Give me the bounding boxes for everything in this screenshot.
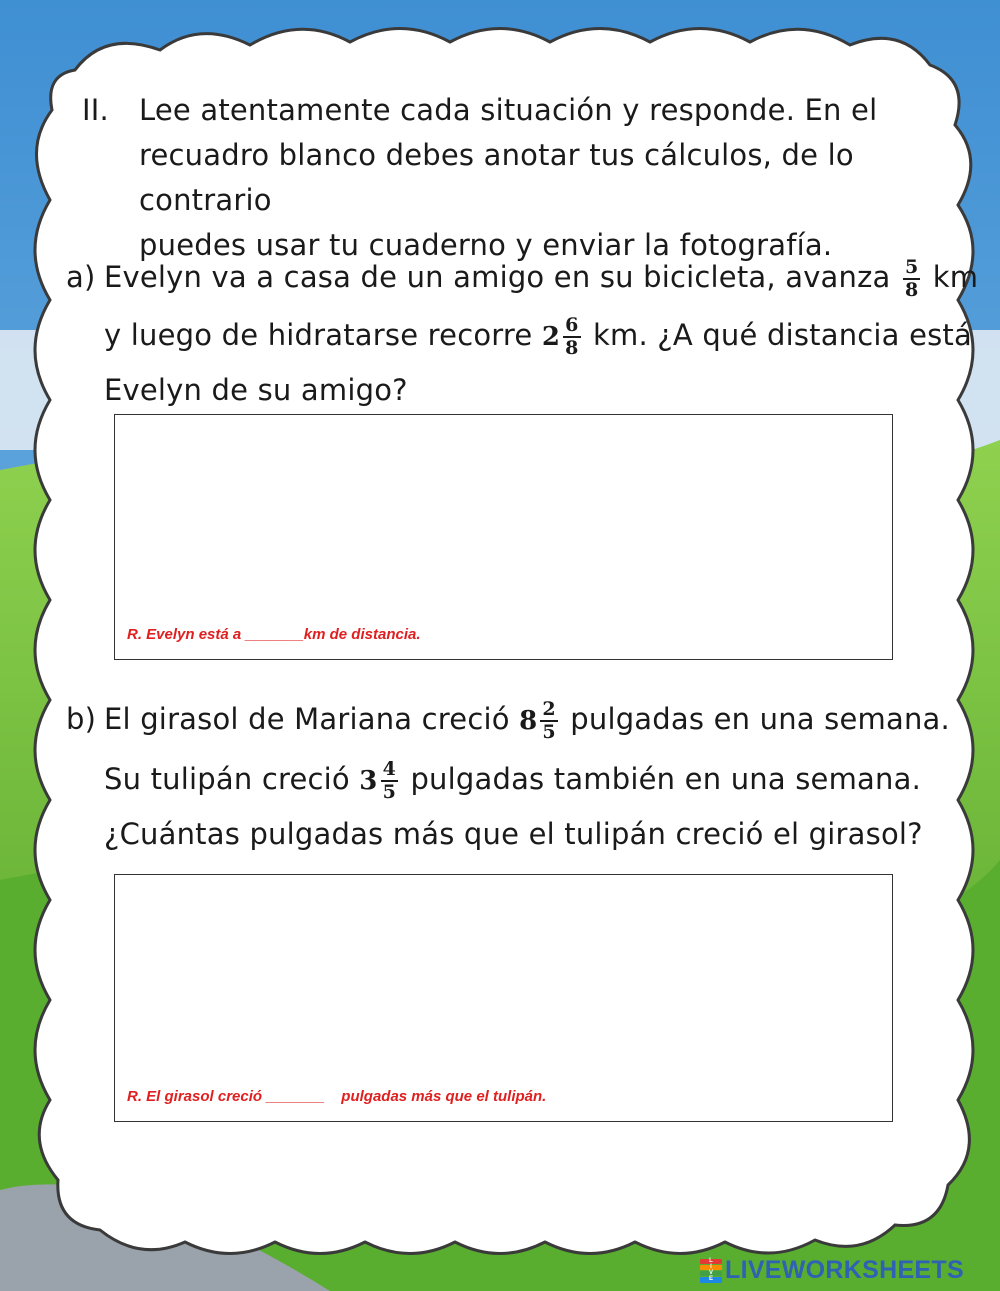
- logo-letter: V: [700, 1271, 722, 1276]
- liveworksheets-logo-icon: [700, 1259, 722, 1283]
- response-line-a[interactable]: R. Evelyn está a _______km de distancia.: [127, 626, 421, 643]
- fraction-numerator: 4: [382, 758, 397, 780]
- mixed-number-whole: 8: [519, 706, 538, 736]
- fraction-numerator: 5: [904, 256, 919, 278]
- instructions-line-2: recuadro blanco debes anotar tus cálculos, de lo contrario: [139, 138, 854, 217]
- fraction-four-fifths: [381, 759, 398, 803]
- question-a-text-1: Evelyn va a casa de un amigo en su bicicleta, avanza: [104, 260, 891, 294]
- question-b-text-2: Su tulipán creció: [104, 762, 350, 796]
- fraction-denominator: 5: [382, 781, 397, 803]
- instructions-line-1: Lee atentamente cada situación y responde. En el: [139, 93, 878, 127]
- question-a: [66, 248, 979, 414]
- question-a-unit-1: km: [932, 260, 979, 294]
- question-b-text-1: El girasol de Mariana creció: [104, 702, 510, 736]
- question-b-text-2-rest: pulgadas también en una semana.: [410, 762, 921, 796]
- fraction-denominator: 5: [542, 721, 556, 743]
- question-b: [66, 690, 950, 858]
- fraction-six-eighths: [563, 315, 580, 359]
- question-a-letter: a): [66, 260, 96, 294]
- question-a-line-3: Evelyn de su amigo?: [104, 373, 408, 407]
- mixed-number-whole: 3: [359, 766, 378, 796]
- instructions: [82, 88, 922, 268]
- fraction-denominator: 8: [904, 279, 919, 301]
- mixed-number-whole: 2: [541, 322, 561, 352]
- question-a-text-2-rest: km. ¿A qué distancia está: [593, 318, 972, 352]
- question-b-text-1-rest: pulgadas en una semana.: [570, 702, 950, 736]
- work-area-a[interactable]: [121, 421, 886, 619]
- question-a-line-2: [66, 306, 972, 366]
- question-a-text-2: y luego de hidratarse recorre: [104, 318, 533, 352]
- fraction-five-eighths: [903, 257, 920, 301]
- question-b-line-1: [66, 690, 950, 750]
- answer-box-b: [114, 874, 893, 1122]
- logo-letter: E: [700, 1277, 722, 1282]
- fraction-numerator: 6: [565, 314, 579, 336]
- answer-box-a: [114, 414, 893, 660]
- fraction-numerator: 2: [542, 698, 556, 720]
- question-a-line-1: [66, 248, 979, 306]
- question-b-letter: b): [66, 702, 97, 736]
- brand-name: LIVEWORKSHEETS: [725, 1256, 964, 1284]
- instructions-line-3: puedes usar tu cuaderno y enviar la fotografía.: [139, 228, 833, 262]
- liveworksheets-brand[interactable]: [700, 1256, 964, 1285]
- instructions-number: II.: [82, 93, 109, 127]
- question-b-line-2: [66, 750, 926, 810]
- logo-letter: L: [700, 1259, 722, 1264]
- logo-letter: I: [700, 1265, 722, 1270]
- work-area-b[interactable]: [121, 881, 886, 1081]
- question-b-line-3: ¿Cuántas pulgadas más que el tulipán creció el girasol?: [104, 817, 923, 851]
- fraction-denominator: 8: [565, 337, 579, 359]
- response-line-b[interactable]: R. El girasol creció _______ pulgadas más que el tulipán.: [127, 1088, 547, 1105]
- fraction-two-fifths: [540, 699, 557, 743]
